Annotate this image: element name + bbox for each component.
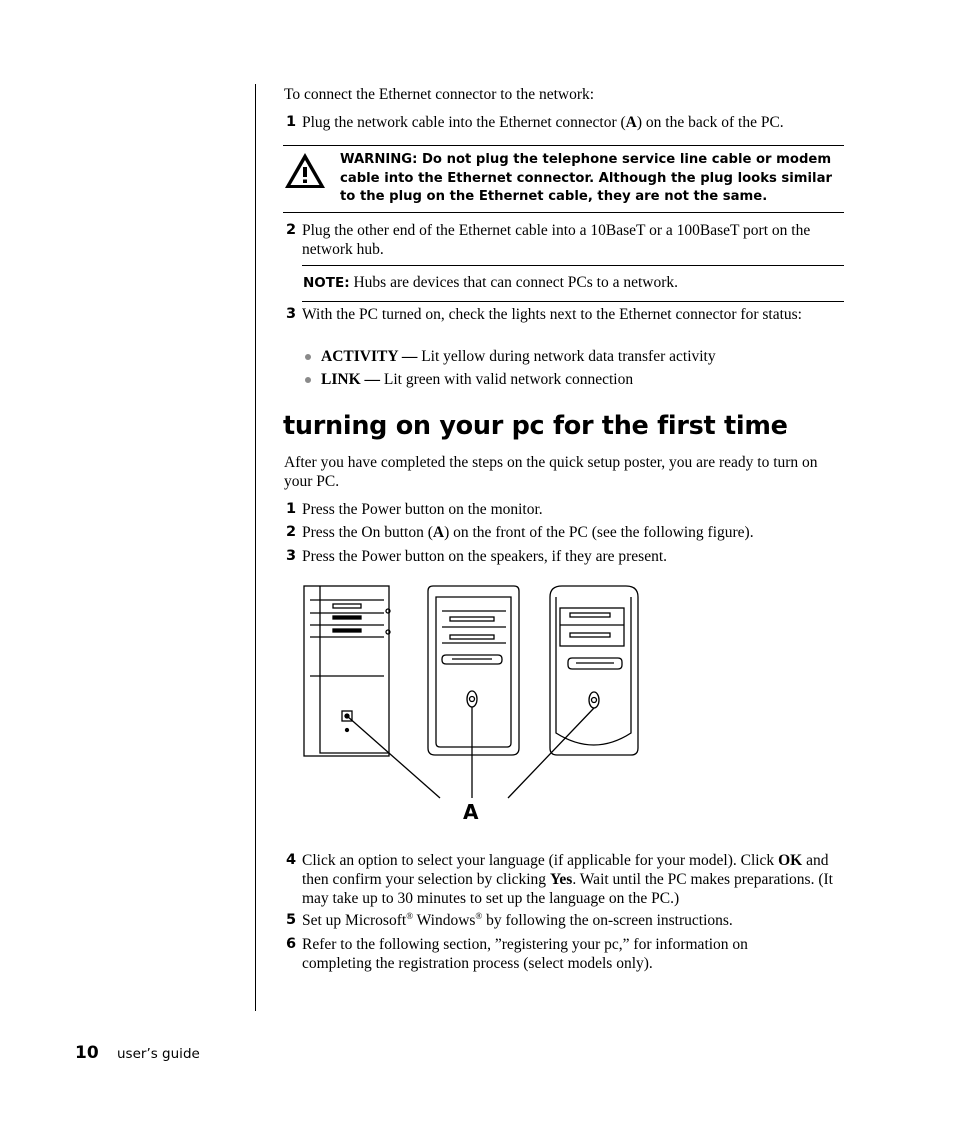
step-number: 1 [286, 114, 297, 130]
note-text: NOTE: Hubs are devices that can connect PCs to a network. [303, 274, 679, 291]
footer-title: user’s guide [117, 1046, 200, 1062]
step-number: 3 [286, 548, 297, 564]
step-text: Press the On button (A) on the front of the PC (see the following figure). [302, 524, 754, 541]
step-number: 2 [286, 222, 297, 238]
step-text: Refer to the following section, ”registering your pc,” for information on completing the registration process (select models only). [302, 936, 748, 972]
section-paragraph: After you have completed the steps on the quick setup poster, you are ready to turn on your PC. [284, 454, 818, 490]
step-number: 5 [286, 912, 297, 928]
bullet-dot [305, 377, 311, 383]
step-text: Press the Power button on the speakers, if they are present. [302, 548, 668, 565]
section-heading: turning on your pc for the first time [283, 411, 788, 441]
page-number: 10 [75, 1043, 99, 1063]
warning-icon [284, 152, 326, 189]
step-number: 4 [286, 852, 297, 868]
step-text: Plug the network cable into the Ethernet connector (A) on the back of the PC. [302, 114, 784, 131]
pc-tower-left [304, 586, 390, 756]
step-text: With the PC turned on, check the lights next to the Ethernet connector for status: [302, 306, 802, 323]
bullet-item: ACTIVITY — Lit yellow during network data transfer activity [321, 348, 716, 365]
step-text: Click an option to select your language (if applicable for your model). Click OK and then confirm your selection by clicking Yes. Wait until the PC makes preparations. (It may take up to 30 minutes to set up the language on the PC.) [302, 852, 833, 907]
step-number: 6 [286, 936, 297, 952]
step-number: 1 [286, 501, 297, 517]
margin-rule [255, 84, 256, 1011]
step-text: Press the Power button on the monitor. [302, 501, 543, 518]
step-number: 2 [286, 524, 297, 540]
step-text: Plug the other end of the Ethernet cable into a 10BaseT or a 100BaseT port on the network hub. [302, 222, 811, 258]
pc-tower-right [550, 586, 638, 755]
bullet-dot [305, 354, 311, 360]
warning-text: WARNING: Do not plug the telephone service line cable or modem cable into the Ethernet connector. Although the plug looks similar to the plug on the Ethernet cable, they are not the same. [340, 152, 832, 204]
pc-tower-middle [428, 586, 519, 755]
figure-label: A [463, 800, 479, 824]
intro-text: To connect the Ethernet connector to the network: [284, 86, 595, 103]
step-text: Set up Microsoft® Windows® by following the on-screen instructions. [302, 910, 733, 929]
step-number: 3 [286, 306, 297, 322]
pc-figure [300, 583, 645, 823]
bullet-item: LINK — Lit green with valid network connection [321, 371, 634, 388]
